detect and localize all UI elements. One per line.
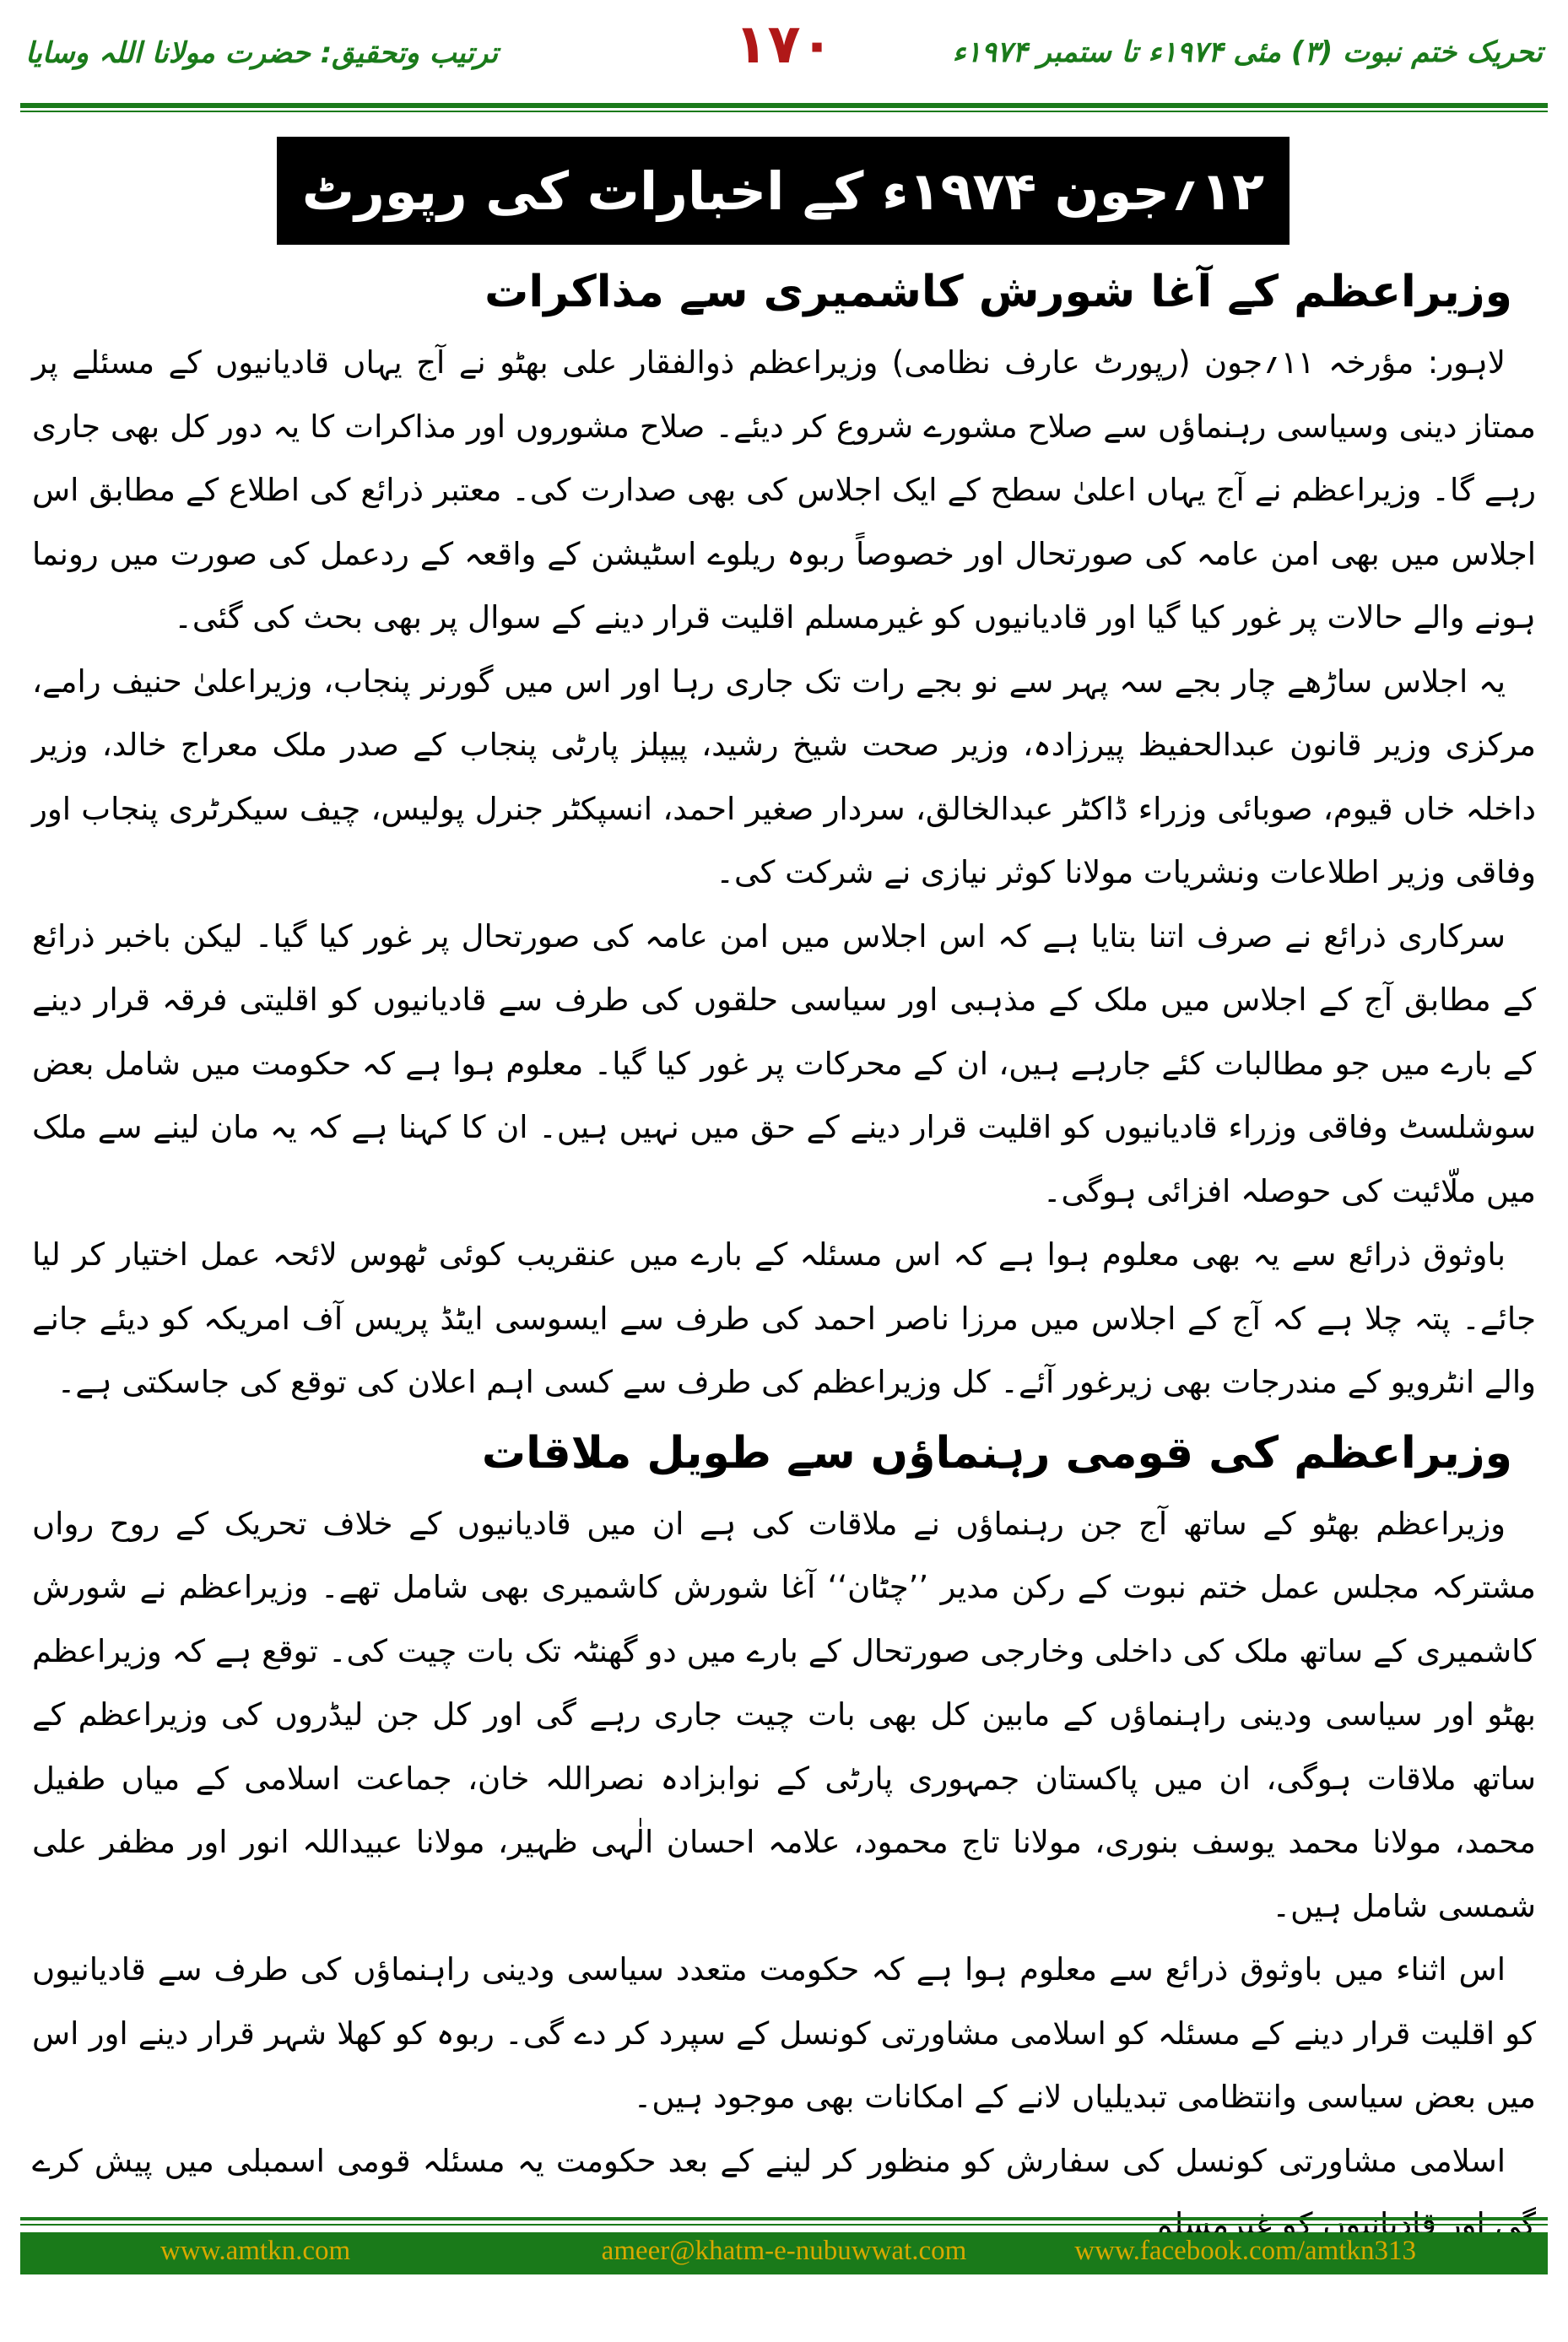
page-footer [0, 2217, 1568, 2342]
paragraph: لاہور: مؤرخہ ۱۱؍جون (رپورٹ عارف نظامی) وزیراعظم ذوالفقار علی بھٹو نے آج یہاں قادیانیوں کے مسئلے پر ممتاز دینی وسیاسی رہنماؤں سے صلاح مشورے شروع کر دیئے۔ صلاح مشوروں اور مذاکرات کا یہ دور کل بھی جاری رہے گا۔ وزیراعظم نے آج یہاں اعلیٰ سطح کے ایک اجلاس کی بھی صدارت کی۔ معتبر ذرائع کی اطلاع کے مطابق اس اجلاس میں بھی امن عامہ کی صورتحال اور خصوصاً ربوہ ریلوے اسٹیشن کے واقعہ کے ردعمل کی صورت میں رونما ہونے والے حالات پر غور کیا گیا اور قادیانیوں کو غیرمسلم اقلیت قرار دینے کے سوال پر بھی بحث کی گئی۔ [32, 344, 1536, 636]
section-heading: وزیراعظم کے آغا شورش کاشمیری سے مذاکرات [484, 267, 1512, 317]
footer-divider [20, 2217, 1548, 2220]
page-number: ۱۷۰ [734, 14, 834, 76]
paragraph: یہ اجلاس ساڑھے چار بجے سہ پہر سے نو بجے رات تک جاری رہا اور اس میں گورنر پنجاب، وزیراعلیٰ حنیف رامے، مرکزی وزیر قانون عبدالحفیظ پیرزادہ، وزیر صحت شیخ رشید، پیپلز پارٹی پنجاب کے صدر ملک معراج خالد، وزیر داخلہ خاں قیوم، صوبائی وزراء ڈاکٹر عبدالخالق، سردار صغیر احمد، انسپکٹر جنرل پولیس، چیف سیکرٹری پنجاب اور وفاقی وزیر اطلاعات ونشریات مولانا کوثر نیازی نے شرکت کی۔ [32, 663, 1536, 890]
paragraph: اسلامی مشاورتی کونسل کی سفارش کو منظور کر لینے کے بعد حکومت یہ مسئلہ قومی اسمبلی میں پیش کرے [32, 2142, 1506, 2179]
footer-divider-thin [20, 2224, 1548, 2226]
book-title: تحریک ختم نبوت (۳) مئی ۱۹۷۴ء تا ستمبر ۱۹۷۴ء [952, 35, 1543, 69]
paragraph: سرکاری ذرائع نے صرف اتنا بتایا ہے کہ اس اجلاس میں امن عامہ کی صورتحال پر غور کیا گیا۔ لیکن باخبر ذرائع کے مطابق آج کے اجلاس میں ملک کے مذہبی اور سیاسی حلقوں کی طرف سے قادیانیوں کو اقلیتی فرقہ قرار دینے کے بارے میں جو مطالبات کئے جارہے ہیں، ان کے محرکات پر غور کیا گیا۔ معلوم ہوا ہے کہ حکومت میں شامل بعض سوشلسٹ وفاقی وزراء قادیانیوں کو اقلیت قرار دینے کے حق میں نہیں ہیں۔ ان کا کہنا ہے کہ یہ مان لینے سے ملک میں ملّائیت کی حوصلہ افزائی ہوگی۔ [32, 917, 1536, 1209]
header-divider-thin [20, 111, 1548, 112]
website-link[interactable]: www.amtkn.com [160, 2236, 351, 2266]
paragraph: باوثوق ذرائع سے یہ بھی معلوم ہوا ہے کہ اس مسئلہ کے بارے میں عنقریب کوئی ٹھوس لائحہ عمل اختیار کر لیا جائے۔ پتہ چلا ہے کہ آج کے اجلاس میں مرزا ناصر احمد کی طرف سے ایسوسی ایٹڈ پریس آف امریکہ کو دیئے جانے والے انٹرویو کے مندرجات بھی زیرغور آئے۔ کل وزیراعظم کی طرف سے کسی اہم اعلان کی توقع کی جاسکتی ہے۔ [32, 1236, 1536, 1400]
compiler-credit: ترتیب وتحقیق: حضرت مولانا اللہ وسایا [25, 36, 499, 70]
article-body [32, 253, 1536, 2207]
facebook-link[interactable]: www.facebook.com/amtkn313 [1074, 2236, 1416, 2266]
header-divider [20, 103, 1548, 108]
email-link[interactable]: ameer@khatm-e-nubuwwat.com [601, 2236, 967, 2266]
section-heading: وزیراعظم کی قومی رہنماؤں سے طویل ملاقات [481, 1427, 1512, 1479]
page-header [0, 0, 1568, 108]
report-title-banner: ۱۲؍جون ۱۹۷۴ء کے اخبارات کی رپورٹ [277, 137, 1290, 245]
paragraph: اس اثناء میں باوثوق ذرائع سے معلوم ہوا ہے کہ حکومت متعدد سیاسی ودینی راہنماؤں کی طرف سے قادیانیوں کو اقلیت قرار دینے کے مسئلہ کو اسلامی مشاورتی کونسل کے سپرد کر دے گی۔ ربوہ کو کھلا شہر قرار دینے اور اس میں بعض سیاسی وانتظامی تبدیلیاں لانے کے امکانات بھی موجود ہیں۔ [32, 1951, 1536, 2115]
paragraph: وزیراعظم بھٹو کے ساتھ آج جن رہنماؤں نے ملاقات کی ہے ان میں قادیانیوں کے خلاف تحریک کے روح رواں مشترکہ مجلس عمل ختم نبوت کے رکن مدیر ’’چٹان‘‘ آغا شورش کاشمیری بھی شامل تھے۔ وزیراعظم نے شورش کاشمیری کے ساتھ ملک کی داخلی وخارجی صورتحال کے بارے میں دو گھنٹہ تک بات چیت کی۔ توقع ہے کہ وزیراعظم بھٹو اور سیاسی ودینی راہنماؤں کے مابین کل بھی بات چیت جاری رہے گی اور کل جن لیڈروں کی وزیراعظم کے ساتھ ملاقات ہوگی، ان میں پاکستان جمہوری پارٹی کے نوابزادہ نصراللہ خان، جماعت اسلامی کے میاں طفیل محمد، مولانا محمد یوسف بنوری، مولانا تاج محمود، علامہ احسان الٰہی ظہیر، مولانا عبیداللہ انور اور مظفر علی شمسی شامل ہیں۔ [32, 1505, 1536, 1924]
